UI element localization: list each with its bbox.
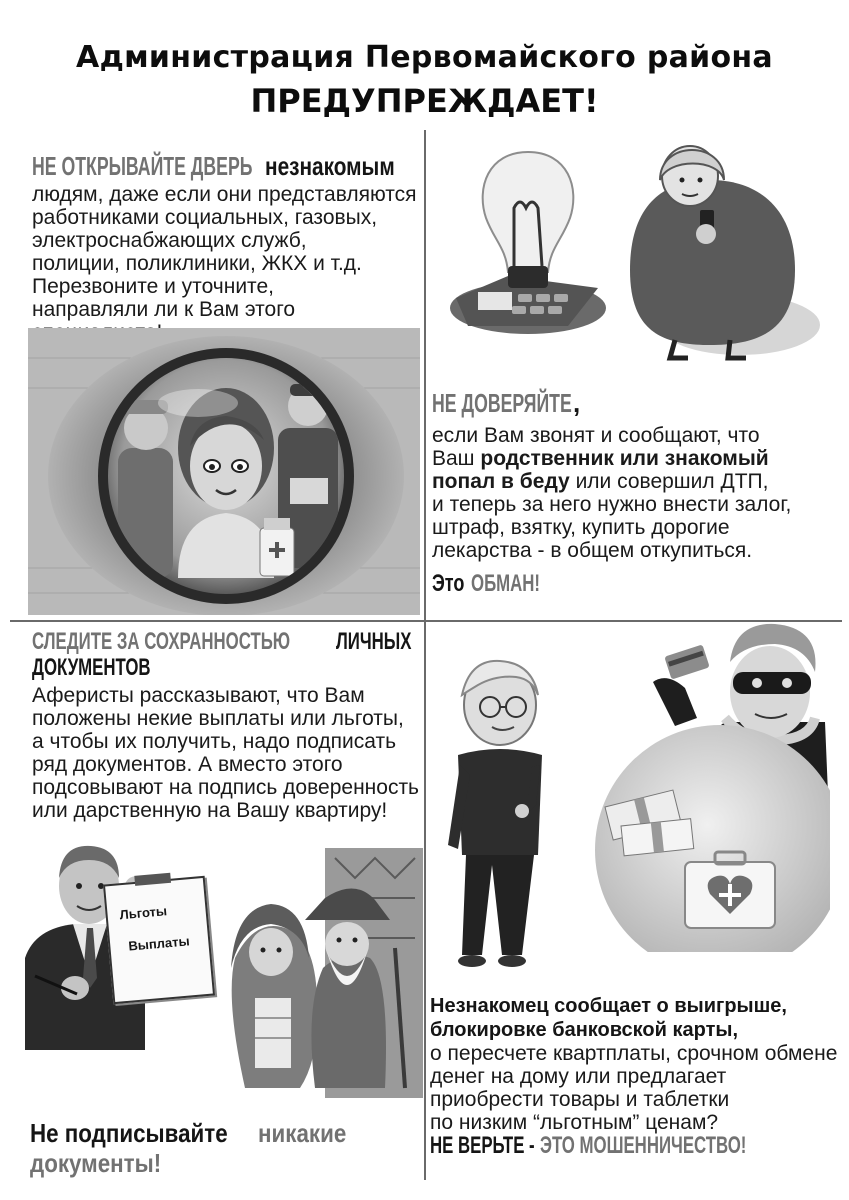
grandma-phone-illustration xyxy=(620,140,820,365)
body-line: Аферисты рассказывают, что Вам xyxy=(32,684,365,707)
bulb-phone-illustration xyxy=(448,148,608,348)
body-span: Ваш xyxy=(432,447,475,470)
sign-benefits-label: Льготы xyxy=(119,903,168,923)
body-bold-span: попал в беду xyxy=(432,470,570,493)
body-span: или совершил ДТП, xyxy=(575,470,769,493)
warning-grey-wrapper xyxy=(540,1132,835,1162)
section-trust-body xyxy=(432,424,842,562)
page-title: Администрация Первомайского района xyxy=(76,40,773,75)
heading-dark-wrapper xyxy=(265,151,427,181)
elderly-couple-illustration xyxy=(205,848,423,1098)
section-docs-body xyxy=(32,684,422,822)
heading-grey-text: НЕ ОТКРЫВАЙТЕ ДВЕРЬ xyxy=(32,151,253,181)
body-line: приобрести товары и таблетки xyxy=(430,1088,730,1111)
heading-dark-wrapper-2 xyxy=(32,654,201,684)
section-trust-heading xyxy=(432,388,638,418)
benefits-sign xyxy=(103,876,215,1004)
heading-comma: , xyxy=(573,388,581,418)
footer-grey-wrapper-2 xyxy=(30,1148,183,1178)
warning-dark-text: НЕ ВЕРЬТЕ - xyxy=(430,1132,535,1159)
body-line: если Вам звонят и сообщают, что xyxy=(432,424,760,447)
body-line-mixed xyxy=(432,470,842,493)
footer-grey-text: никакие xyxy=(258,1118,347,1148)
section-door-body xyxy=(32,183,422,344)
heading-dark-text-2: ДОКУМЕНТОВ xyxy=(32,654,151,681)
peephole-illustration xyxy=(28,328,420,615)
body-line: лекарства - в общем откупиться. xyxy=(432,539,753,562)
heading-grey-text: СЛЕДИТЕ ЗА СОХРАННОСТЬЮ xyxy=(32,628,291,655)
body-line: Перезвоните и уточните, xyxy=(32,275,274,298)
body-line: полиции, поликлиники, ЖКХ и т.д. xyxy=(32,252,362,275)
body-line: по низким “льготным” ценам? xyxy=(430,1111,719,1134)
heading-comma-wrapper xyxy=(573,388,580,418)
section-docs-footer xyxy=(30,1118,260,1148)
warning-grey-text: ОБМАН! xyxy=(471,570,541,597)
body-line: или дарственную на Вашу квартиру! xyxy=(32,799,388,822)
body-line: а чтобы их получить, надо подписать xyxy=(32,730,397,753)
section-trust-warning xyxy=(432,570,475,600)
body-line: о пересчете квартплаты, срочном обмене xyxy=(430,1042,838,1065)
body-line: электроснабжающих служб, xyxy=(32,229,307,252)
footer-grey-wrapper xyxy=(258,1118,361,1148)
body-line: штраф, взятку, купить дорогие xyxy=(432,516,730,539)
old-man-illustration xyxy=(440,655,560,980)
heading-grey-text: НЕ ДОВЕРЯЙТЕ xyxy=(432,388,572,418)
body-line: направляли ли к Вам этого xyxy=(32,298,296,321)
thief-money-illustration xyxy=(575,622,830,952)
sign-payments-label: Выплаты xyxy=(127,933,191,954)
body-line: подсовывают на подпись доверенность xyxy=(32,776,420,799)
body-line: и теперь за него нужно внести залог, xyxy=(432,493,792,516)
warning-grey-wrapper xyxy=(471,570,570,600)
page-subtitle: ПРЕДУПРЕЖДАЕТ! xyxy=(250,82,599,120)
heading-dark-wrapper xyxy=(336,628,444,658)
body-line: денег на дому или предлагает xyxy=(430,1065,727,1088)
body-line: положены некие выплаты или льготы, xyxy=(32,707,404,730)
heading-dark-text: ЛИЧНЫХ xyxy=(336,628,412,655)
footer-dark-text: Не подписывайте xyxy=(30,1118,228,1148)
sign-clip xyxy=(134,873,171,886)
warning-grey-text: ЭТО МОШЕННИЧЕСТВО! xyxy=(540,1132,747,1159)
body-bold-line: Незнакомец сообщает о выигрыше, xyxy=(430,995,787,1017)
body-line: людям, даже если они представляются xyxy=(32,183,417,206)
section-fraud-body xyxy=(430,994,844,1134)
warning-dark-text: Это xyxy=(432,570,465,597)
body-bold-span: родственник или знакомый xyxy=(480,447,769,470)
body-line: ряд документов. А вместо этого xyxy=(32,753,343,776)
body-bold-line: блокировке банковской карты, xyxy=(430,1019,739,1041)
footer-grey-text-2: документы! xyxy=(30,1148,162,1178)
body-line: работниками социальных, газовых, xyxy=(32,206,378,229)
heading-dark-text: незнакомым xyxy=(265,151,395,181)
body-line-mixed xyxy=(432,447,842,470)
